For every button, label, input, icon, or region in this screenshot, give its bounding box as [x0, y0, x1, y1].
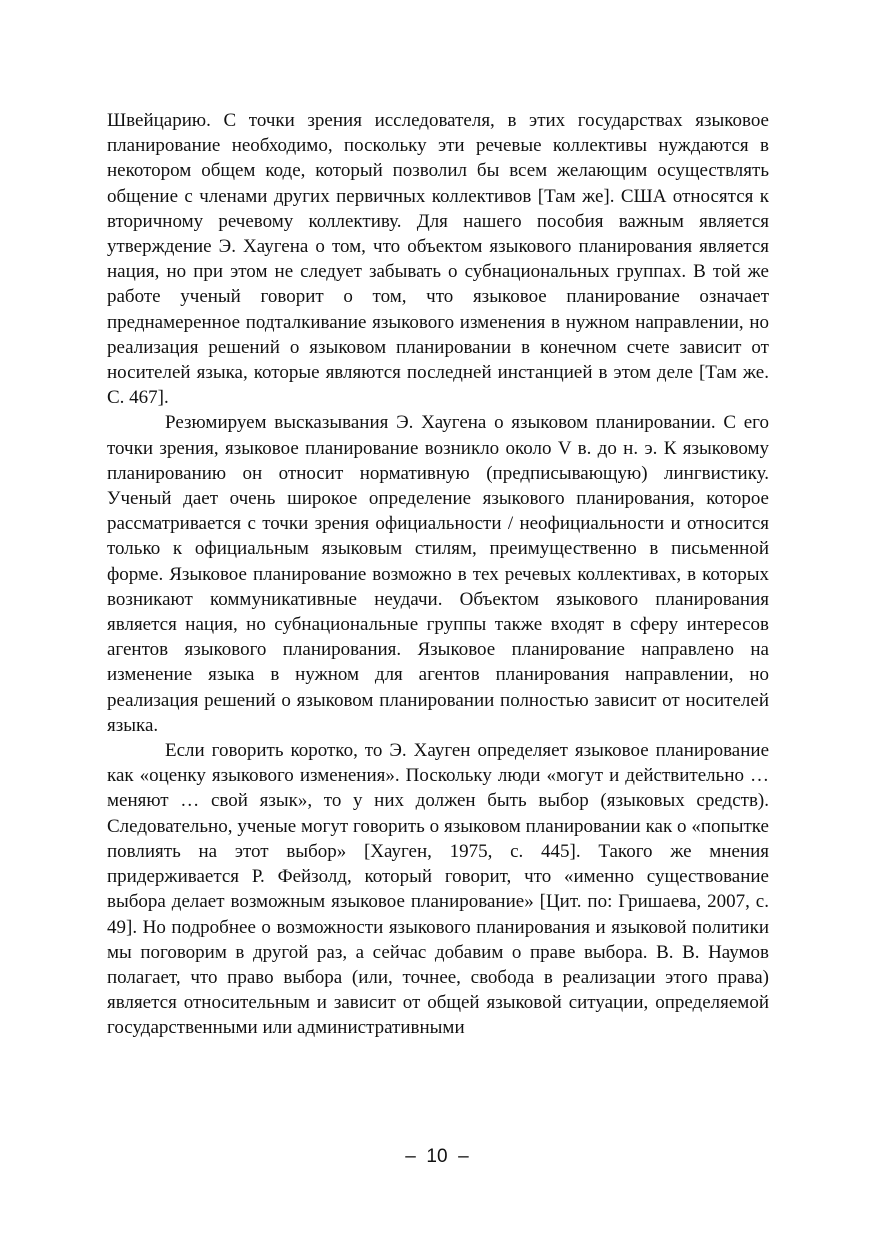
body-text [107, 108, 769, 1041]
paragraph-3: Если говорить коротко, то Э. Хауген определяет языковое планирование как «оценку языкового изменения». Поскольку люди «могут и действительно … меняют … свой язык», то у них должен быть выбор (языковых средств). Следовательно, ученые могут говорить о языковом планировании как о «попытке повлиять на этот выбор» [Хауген, 1975, с. 445]. Такого же мнения придерживается Р. Фейзолд, который говорит, что «именно существование выбора делает возможным языковое планирование» [Цит. по: Гришаева, 2007, с. 49]. Но подробнее о возможности языкового планирования и языковой политики мы поговорим в другой раз, а сейчас добавим о праве выбора. В. В. Наумов полагает, что право выбора (или, точнее, свобода в реализации этого права) является относительным и зависит от общей языковой ситуации, определяемой государственными или административными [107, 740, 769, 1039]
page-number: – 10 – [405, 1146, 469, 1167]
paragraph-2: Резюмируем высказывания Э. Хаугена о языковом планировании. С его точки зрения, языковое планирование возникло около V в. до н. э. К языковому планированию он относит нормативную (предписывающую) лингвистику. Ученый дает очень широкое определение языкового планирования, которое рассматривается с точки зрения официальности / неофициальности и относится только к официальным языковым стилям, преимущественно в письменной форме. Языковое планирование возможно в тех речевых коллективах, в которых возникают коммуникативные неудачи. Объектом языкового планирования является нация, но субнациональные группы также входят в сферу интересов агентов языкового планирования. Языковое планирование направлено на изменение языка в нужном для агентов планирования направлении, но реализация решений о языковом планировании полностью зависит от носителей языка. [107, 412, 769, 736]
paragraph-1: Швейцарию. С точки зрения исследователя, в этих государствах языковое планирование необходимо, поскольку эти речевые коллективы нуждаются в некотором общем коде, который позволил бы всем желающим осуществлять общение с членами других первичных коллективов [Там же]. США относятся к вторичному речевому коллективу. Для нашего пособия важным является утверждение Э. Хаугена о том, что объектом языкового планирования является нация, но при этом не следует забывать о субнациональных группах. В той же работе ученый говорит о том, что языковое планирование означает преднамеренное подталкивание языкового изменения в нужном направлении, но реализация решений о языковом планировании в конечном счете зависит от носителей языка, которые являются последней инстанцией в этом деле [Там же. С. 467]. [107, 110, 769, 409]
